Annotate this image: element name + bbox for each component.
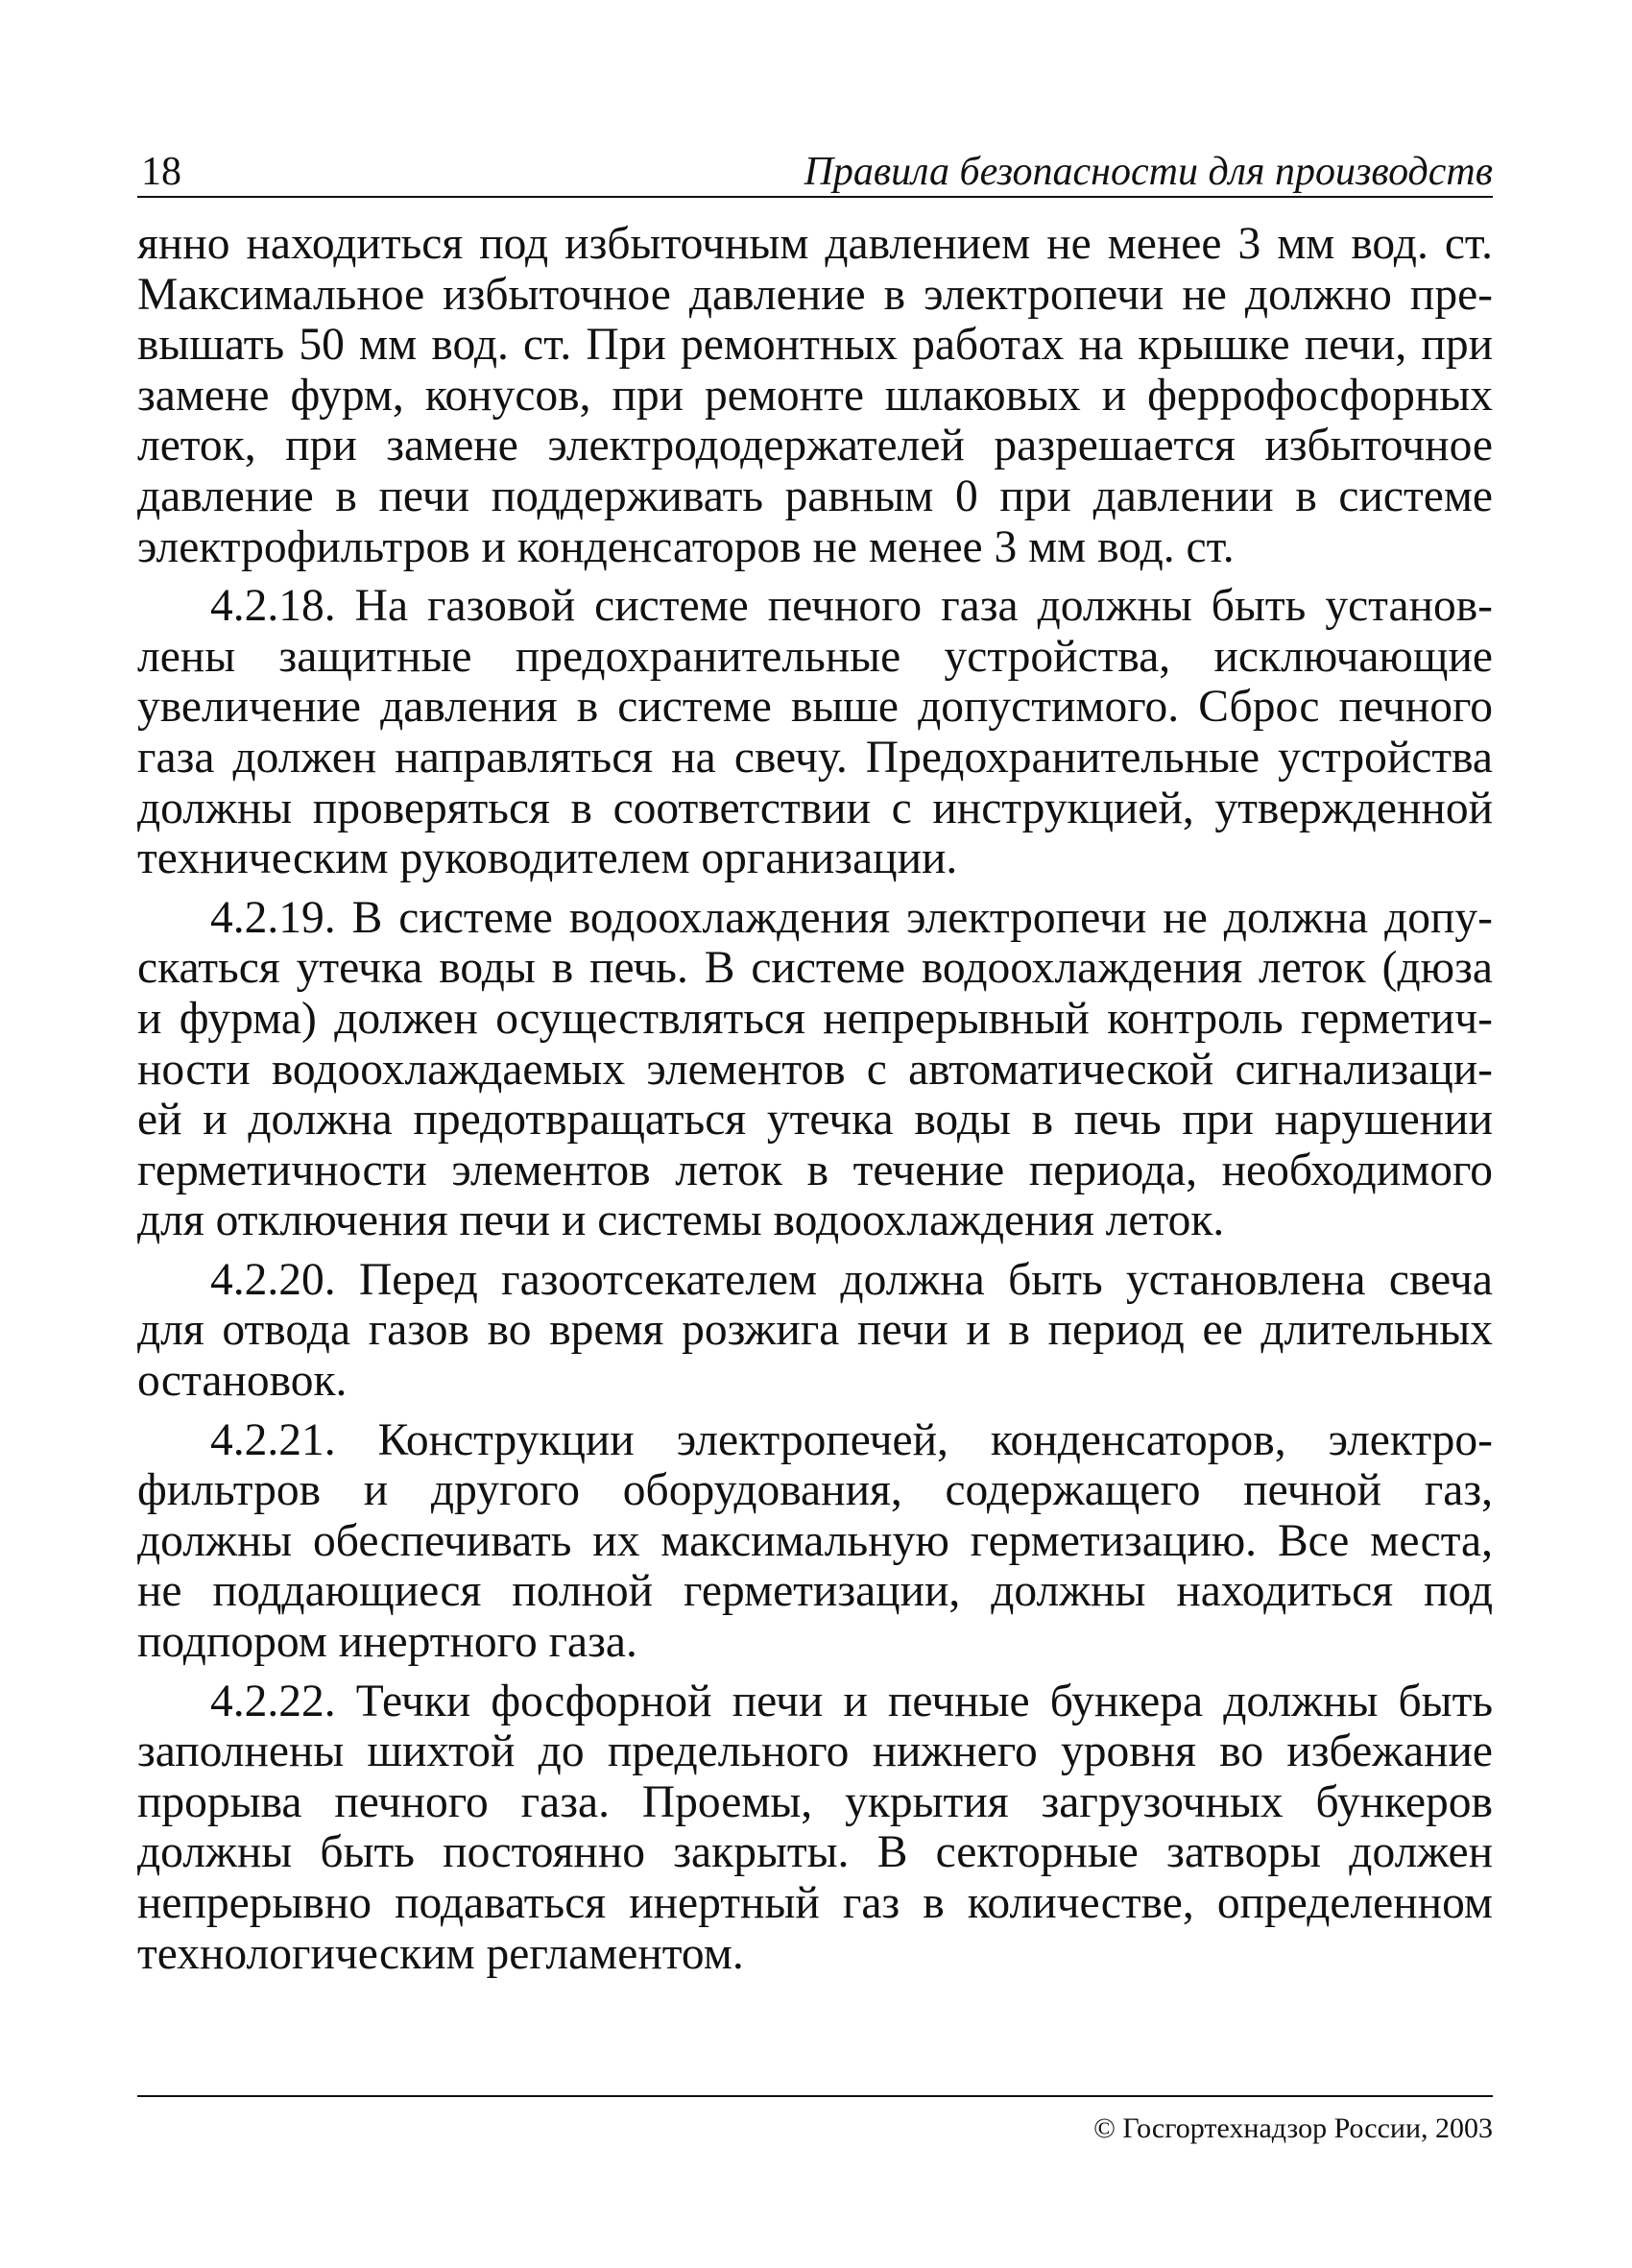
paragraph xyxy=(137,219,1493,572)
text-line: техническим руководителем организации. xyxy=(137,833,958,884)
text-line: 4.2.22. Течки фосфорной печи и печные бункера должны быть xyxy=(210,1676,1493,1726)
page-number: 18 xyxy=(141,150,181,194)
text-line: заполнены шихтой до предельного нижнего уровня во избежание xyxy=(137,1726,1493,1777)
text-line: 4.2.20. Перед газоотсекателем должна быть установлена свеча xyxy=(210,1254,1493,1305)
footer-rule xyxy=(137,2095,1493,2097)
text-line: янно находиться под избыточным давлением не менее 3 мм вод. ст. xyxy=(137,219,1493,269)
text-line: ности водоохлаждаемых элементов с автоматической сигнализаци- xyxy=(137,1044,1493,1095)
text-line: остановок. xyxy=(137,1356,348,1407)
running-title: Правила безопасности для производств xyxy=(804,150,1493,194)
text-line: непрерывно подаваться инертный газ в количестве, определенном xyxy=(137,1878,1493,1928)
text-line: 4.2.18. На газовой системе печного газа должны быть установ- xyxy=(210,581,1493,632)
text-line: технологическим регламентом. xyxy=(137,1928,744,1979)
text-line: подпором инертного газа. xyxy=(137,1617,637,1668)
copyright-notice: © Госгортехнадзор России, 2003 xyxy=(1093,2112,1493,2144)
text-line: увеличение давления в системе выше допустимого. Сброс печного xyxy=(137,682,1493,733)
text-line: ей и должна предотвращаться утечка воды в печь при нарушении xyxy=(137,1095,1493,1146)
text-line: герметичности элементов леток в течение периода, необходимого xyxy=(137,1145,1493,1195)
paragraph xyxy=(137,893,1493,1246)
paragraph xyxy=(137,1677,1493,1980)
text-line: не поддающиеся полной герметизации, должны находиться под xyxy=(137,1566,1493,1617)
text-line: для отвода газов во время розжига печи и в период ее длительных xyxy=(137,1305,1493,1356)
text-line: скаться утечка воды в печь. В системе водоохлаждения леток (дюза xyxy=(137,943,1493,994)
text-line: фильтров и другого оборудования, содержащего печной газ, xyxy=(137,1465,1493,1516)
paragraph xyxy=(137,581,1493,884)
text-line: замене фурм, конусов, при ремонте шлаковых и феррофосфорных xyxy=(137,370,1493,421)
text-line: должны обеспечивать их максимальную герметизацию. Все места, xyxy=(137,1515,1493,1566)
text-line: прорыва печного газа. Проемы, укрытия загрузочных бункеров xyxy=(137,1776,1493,1827)
text-line: должны быть постоянно закрыты. В секторные затворы должен xyxy=(137,1827,1493,1878)
text-line: вышать 50 мм вод. ст. При ремонтных работах на крышке печи, при xyxy=(137,320,1493,371)
text-line: должны проверяться в соответствии с инструкцией, утвержденной xyxy=(137,783,1493,833)
text-line: 4.2.21. Конструкции электропечей, конденсаторов, электро- xyxy=(210,1414,1493,1465)
paragraph xyxy=(137,1415,1493,1668)
text-line: газа должен направляться на свечу. Предохранительные устройства xyxy=(137,732,1493,783)
text-line: электрофильтров и конденсаторов не менее 3 мм вод. ст. xyxy=(137,521,1235,572)
text-line: и фурма) должен осуществляться непрерывный контроль герметич- xyxy=(137,993,1493,1044)
body-text xyxy=(137,219,1493,1988)
paragraph xyxy=(137,1255,1493,1407)
text-line: леток, при замене электрододержателей разрешается избыточное xyxy=(137,421,1493,471)
text-line: давление в печи поддерживать равным 0 при давлении в системе xyxy=(137,470,1493,521)
text-line: 4.2.19. В системе водоохлаждения электропечи не должна допу- xyxy=(210,892,1493,943)
text-line: Максимальное избыточное давление в электропечи не должно пре- xyxy=(137,269,1493,320)
page-header xyxy=(137,142,1493,198)
text-line: для отключения печи и системы водоохлаждения леток. xyxy=(137,1195,1225,1246)
text-line: лены защитные предохранительные устройства, исключающие xyxy=(137,631,1493,682)
